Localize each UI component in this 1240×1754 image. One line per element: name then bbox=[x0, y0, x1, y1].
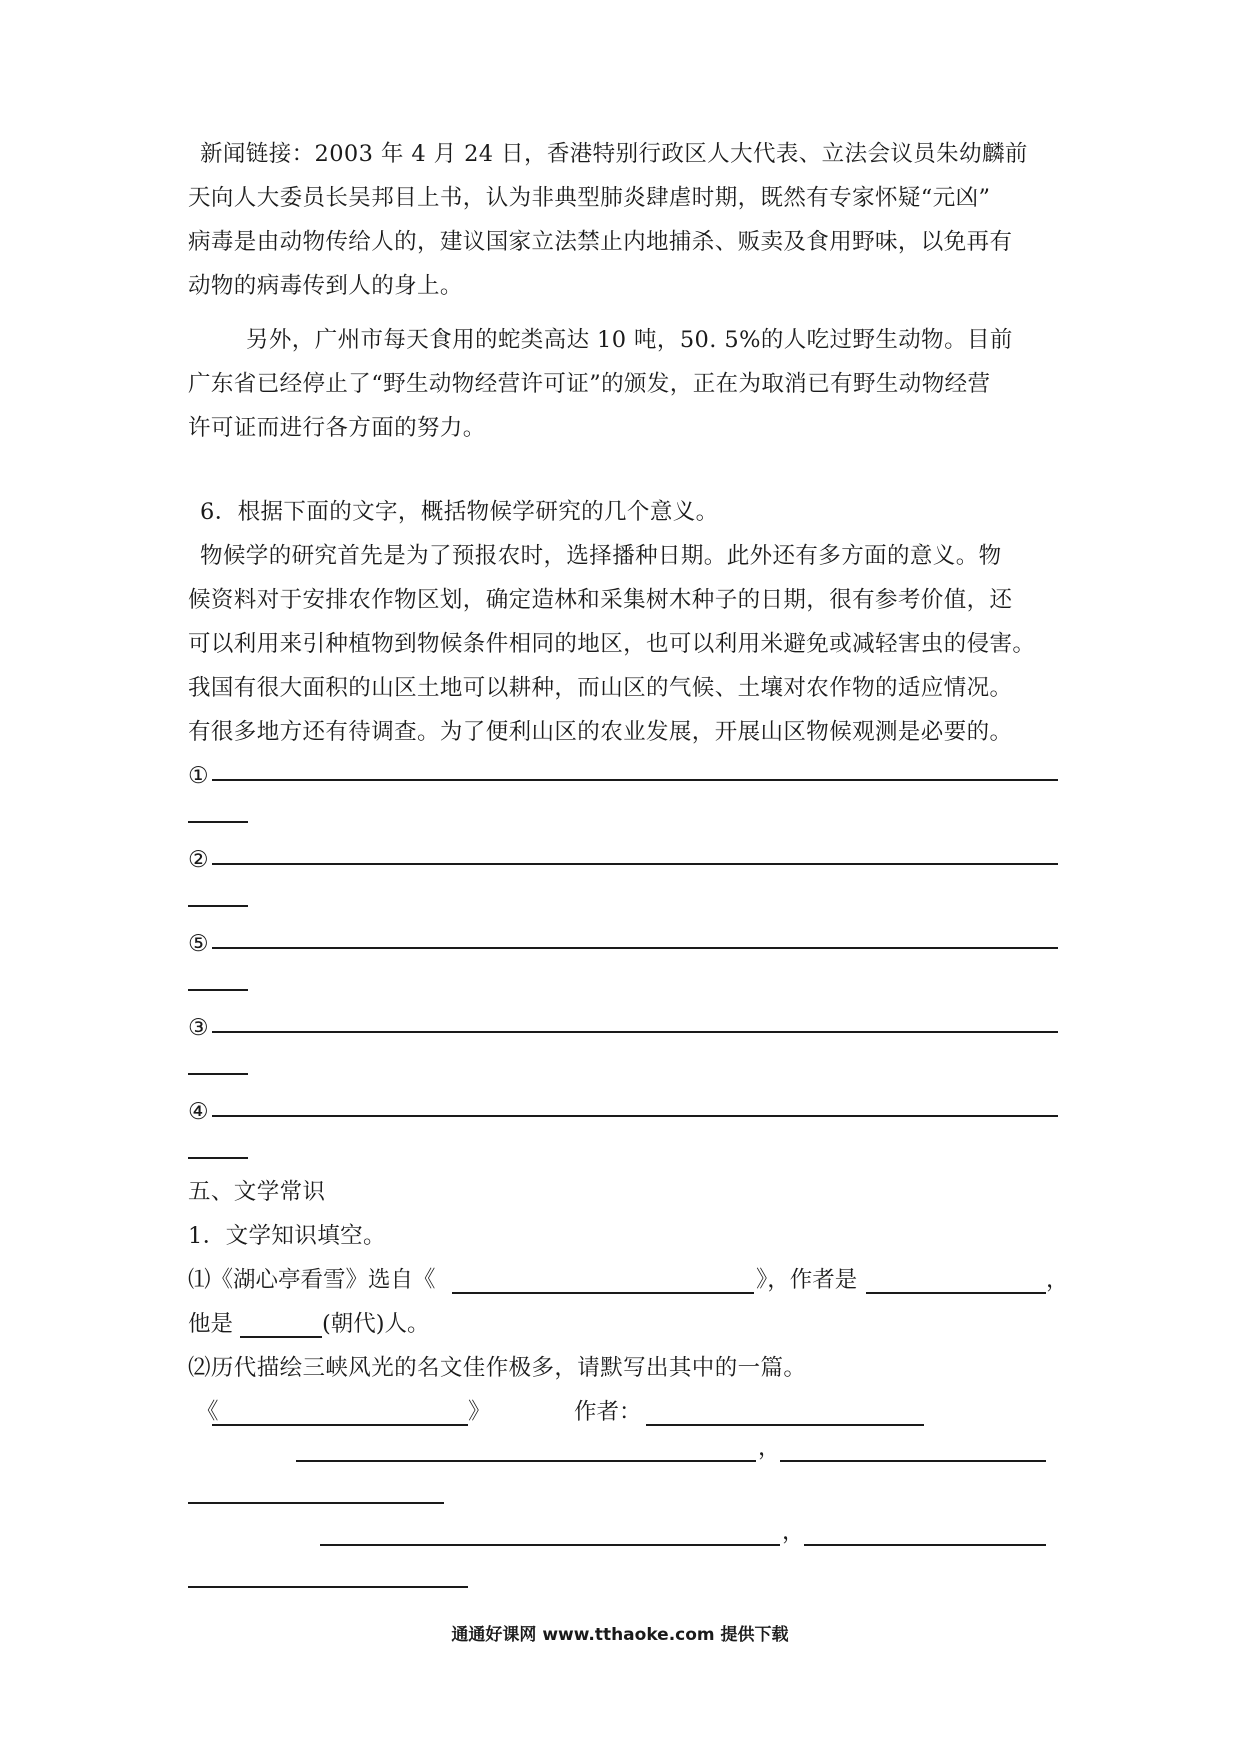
title-close-bracket: 》 bbox=[468, 1399, 491, 1425]
answer-number: ③ bbox=[188, 1015, 209, 1041]
item1-text-b: 》，作者是 bbox=[756, 1267, 858, 1293]
recite-comma-2: ， bbox=[782, 1519, 805, 1545]
item1-text-a: ⑴《湖心亭看雪》选自《 bbox=[188, 1267, 436, 1293]
answer-blank-2-cont[interactable] bbox=[188, 905, 248, 907]
item2-prompt: ⑵历代描绘三峡风光的名文佳作极多，请默写出其中的一篇。 bbox=[188, 1355, 807, 1381]
answer-row-5 bbox=[188, 1090, 1058, 1134]
answer-row-1 bbox=[188, 754, 1058, 798]
recite-blank-1b[interactable] bbox=[780, 1460, 1046, 1462]
author-blank[interactable] bbox=[866, 1292, 1046, 1294]
q6-passage-line-2: 候资料对于安排农作物区划，确定造林和采集树木种子的日期，很有参考价值，还 bbox=[188, 587, 1013, 613]
news-line-3: 病毒是由动物传给人的，建议国家立法禁止内地捕杀、贩卖及食用野味，以免再有 bbox=[188, 229, 1013, 255]
news-extra-line-1: 另外，广州市每天食用的蛇类高达 10 吨，50. 5%的人吃过野生动物。目前 bbox=[246, 327, 1013, 353]
recite-blank-2b[interactable] bbox=[804, 1544, 1046, 1546]
section-q1: 1．文学知识填空。 bbox=[188, 1223, 386, 1249]
source-blank[interactable] bbox=[452, 1292, 754, 1294]
news-line-4: 动物的病毒传到人的身上。 bbox=[188, 273, 463, 299]
answer-blank-3[interactable] bbox=[212, 947, 1058, 949]
q6-passage-line-1: 物候学的研究首先是为了预报农时，选择播种日期。此外还有多方面的意义。物 bbox=[200, 543, 1002, 569]
answer-number: ① bbox=[188, 763, 209, 789]
q6-prompt: 6．根据下面的文字，概括物候学研究的几个意义。 bbox=[200, 499, 719, 525]
item1-text-e: (朝代)人。 bbox=[322, 1311, 430, 1337]
title-blank[interactable] bbox=[212, 1424, 468, 1426]
recite-blank-1a[interactable] bbox=[296, 1460, 756, 1462]
page-footer: 通通好课网 www.tthaoke.com 提供下载 bbox=[451, 1625, 789, 1645]
answer-row-4 bbox=[188, 1006, 1058, 1050]
section-heading: 五、文学常识 bbox=[188, 1179, 326, 1205]
recite-blank-2a[interactable] bbox=[320, 1544, 780, 1546]
answer-blank-3-cont[interactable] bbox=[188, 989, 248, 991]
q6-passage-line-5: 有很多地方还有待调查。为了便利山区的农业发展，开展山区物候观测是必要的。 bbox=[188, 719, 1013, 745]
recite-blank-2c[interactable] bbox=[188, 1586, 468, 1588]
answer-blank-1-cont[interactable] bbox=[188, 821, 248, 823]
answer-blank-1[interactable] bbox=[212, 779, 1058, 781]
title-open-bracket: 《 bbox=[196, 1399, 219, 1425]
news-extra-line-3: 许可证而进行各方面的努力。 bbox=[188, 415, 486, 441]
news-line-1: 新闻链接：2003 年 4 月 24 日，香港特别行政区人大代表、立法会议员朱幼麟前 bbox=[200, 141, 1028, 167]
answer-number: ④ bbox=[188, 1099, 209, 1125]
recite-comma-1: ， bbox=[758, 1435, 781, 1461]
q6-passage-line-4: 我国有很大面积的山区土地可以耕种，而山区的气候、土壤对农作物的适应情况。 bbox=[188, 675, 1013, 701]
item1-text-c: ， bbox=[1046, 1267, 1069, 1293]
answer-blank-5[interactable] bbox=[212, 1115, 1058, 1117]
answer-blank-4[interactable] bbox=[212, 1031, 1058, 1033]
author-label: 作者： bbox=[574, 1399, 642, 1425]
answer-row-2 bbox=[188, 838, 1058, 882]
q6-passage-line-3: 可以利用来引种植物到物候条件相同的地区，也可以利用米避免或减轻害虫的侵害。 bbox=[188, 631, 1036, 657]
answer-row-3 bbox=[188, 922, 1058, 966]
news-extra-line-2: 广东省已经停止了“野生动物经营许可证”的颁发，正在为取消已有野生动物经营 bbox=[188, 371, 991, 397]
answer-blank-2[interactable] bbox=[212, 863, 1058, 865]
answer-number: ⑤ bbox=[188, 931, 209, 957]
dynasty-blank[interactable] bbox=[240, 1336, 322, 1338]
work-author-blank[interactable] bbox=[646, 1424, 924, 1426]
recite-blank-1c[interactable] bbox=[188, 1502, 444, 1504]
item1-text-d: 他是 bbox=[188, 1311, 234, 1337]
news-line-2: 天向人大委员长吴邦目上书，认为非典型肺炎肆虐时期，既然有专家怀疑“元凶” bbox=[188, 185, 991, 211]
answer-blank-4-cont[interactable] bbox=[188, 1073, 248, 1075]
answer-blank-5-cont[interactable] bbox=[188, 1157, 248, 1159]
answer-number: ② bbox=[188, 847, 209, 873]
